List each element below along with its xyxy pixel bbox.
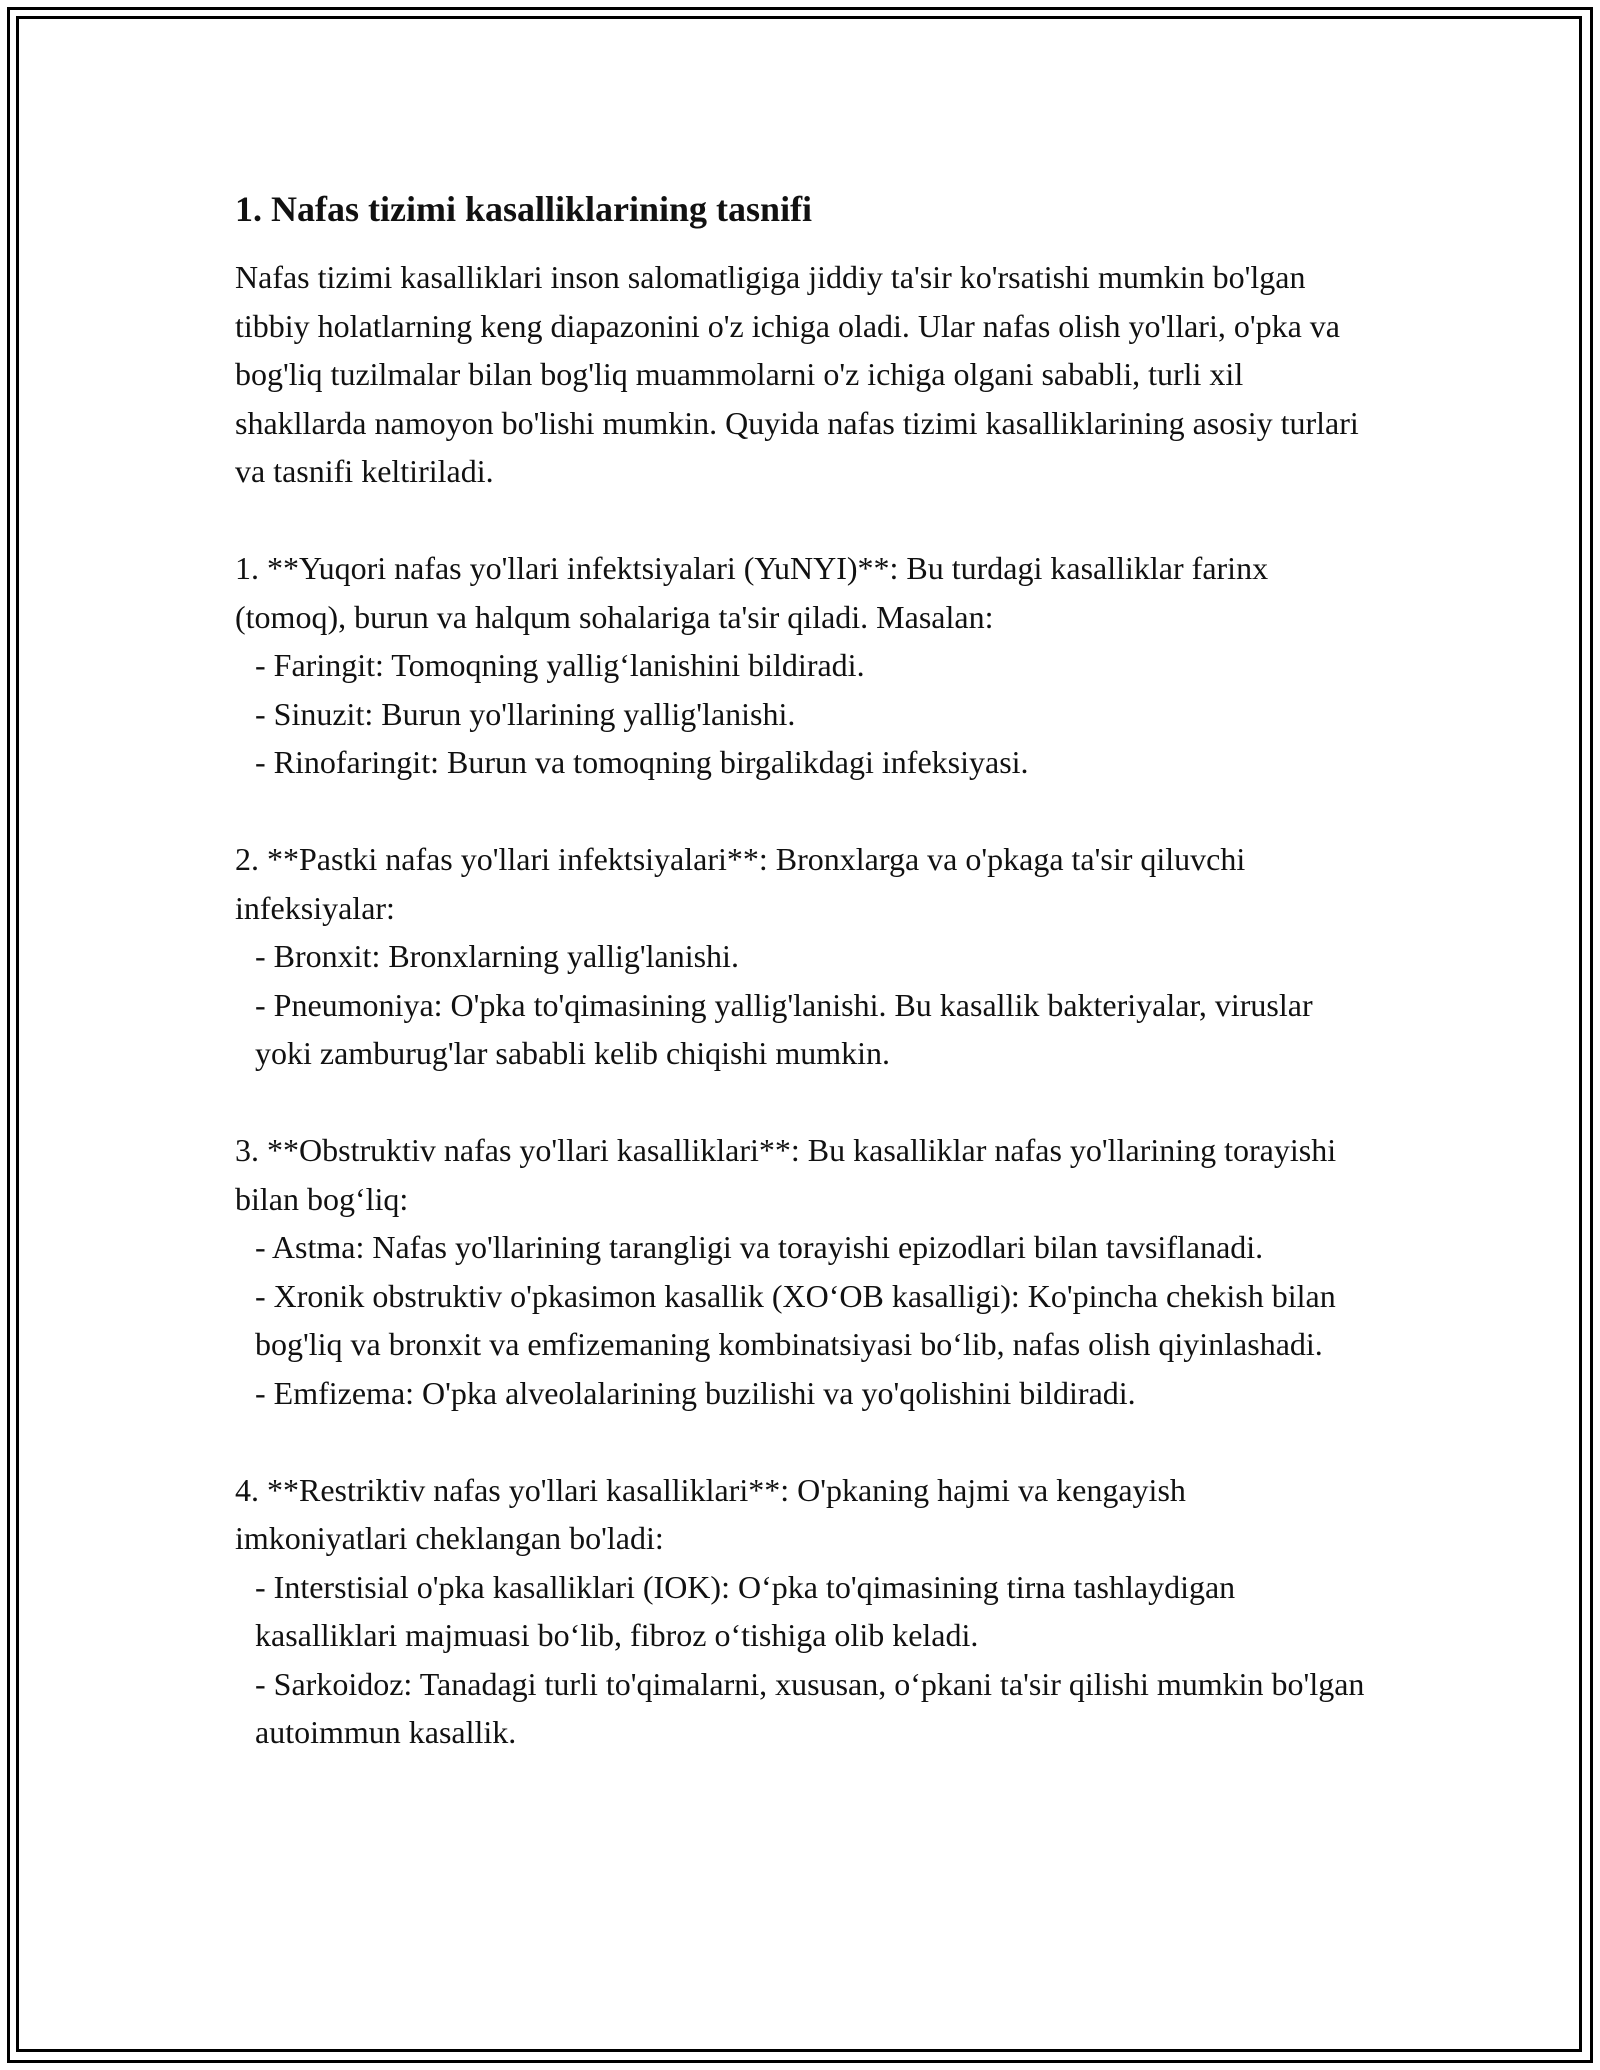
paragraph-spacer bbox=[235, 496, 1365, 545]
document-body bbox=[235, 185, 1365, 1757]
list-item: - Xronik obstruktiv o'pkasimon kasallik (XO‘OB kasalligi): Ko'pincha chekish bilan bog'liq va bronxit va emfizemaning kombinatsiyasi bo‘lib, nafas olish qiyinlashadi. bbox=[255, 1277, 1336, 1362]
list-item: - Astma: Nafas yo'llarining tarangligi va torayishi epizodlari bilan tavsiflanadi. bbox=[255, 1229, 1264, 1265]
section-heading: 2. **Pastki nafas yo'llari infektsiyalari**: Bronxlarga va o'pkaga ta'sir qiluvchi infeksiyalar: bbox=[235, 841, 1246, 926]
list-item: - Faringit: Tomoqning yallig‘lanishini bildiradi. bbox=[255, 647, 865, 683]
intro-paragraph: Nafas tizimi kasalliklari inson salomatligiga jiddiy ta'sir ko'rsatishi mumkin bo'lgan tibbiy holatlarning keng diapazonini o'z ichiga oladi. Ular nafas olish yo'llari, o'pka va bog'liq tuzilmalar bilan bog'liq muammolarni o'z ichiga olgani sababli, turli xil shakllarda namoyon bo'lishi mumkin. Quyida nafas tizimi kasalliklarining asosiy turlari va tasnifi keltiriladi. bbox=[235, 259, 1359, 489]
section-heading: 3. **Obstruktiv nafas yo'llari kasalliklari**: Bu kasalliklar nafas yo'llarining torayishi bilan bog‘liq: bbox=[235, 1132, 1337, 1217]
list-item: - Bronxit: Bronxlarning yallig'lanishi. bbox=[255, 938, 739, 974]
list-item: - Rinofaringit: Burun va tomoqning birgalikdagi infeksiyasi. bbox=[255, 744, 1029, 780]
list-item: - Sinuzit: Burun yo'llarining yallig'lanishi. bbox=[255, 695, 796, 732]
document-title: 1. Nafas tizimi kasalliklarining tasnifi bbox=[235, 189, 813, 229]
section-obstructive bbox=[235, 1126, 1365, 1417]
section-lower-respiratory bbox=[235, 835, 1365, 1078]
list-item: - Sarkoidoz: Tanadagi turli to'qimalarni, xususan, o‘pkani ta'sir qilishi mumkin bo'lgan autoimmun kasallik. bbox=[255, 1665, 1365, 1750]
section-upper-respiratory bbox=[235, 544, 1365, 787]
paragraph-spacer bbox=[235, 1078, 1365, 1127]
section-heading: 4. **Restriktiv nafas yo'llari kasalliklari**: O'pkaning hajmi va kengayish imkoniyatlari cheklangan bo'ladi: bbox=[235, 1471, 1186, 1556]
list-item: - Emfizema: O'pka alveolalarining buzilishi va yo'qolishini bildiradi. bbox=[255, 1374, 1136, 1411]
section-heading: 1. **Yuqori nafas yo'llari infektsiyalari (YuNYI)**: Bu turdagi kasalliklar farinx (tomoq), burun va halqum sohalariga ta'sir qiladi. Masalan: bbox=[235, 550, 1269, 635]
paragraph-spacer bbox=[235, 1417, 1365, 1466]
section-restrictive bbox=[235, 1466, 1365, 1757]
list-item: - Interstisial o'pka kasalliklari (IOK): O‘pka to'qimasining tirna tashlaydigan kasalliklari majmuasi bo‘lib, fibroz o‘tishiga olib keladi. bbox=[255, 1568, 1236, 1653]
list-item: - Pneumoniya: O'pka to'qimasining yallig'lanishi. Bu kasallik bakteriyalar, viruslar yoki zamburug'lar sababli kelib chiqishi mumkin. bbox=[255, 986, 1313, 1071]
paragraph-spacer bbox=[235, 787, 1365, 836]
